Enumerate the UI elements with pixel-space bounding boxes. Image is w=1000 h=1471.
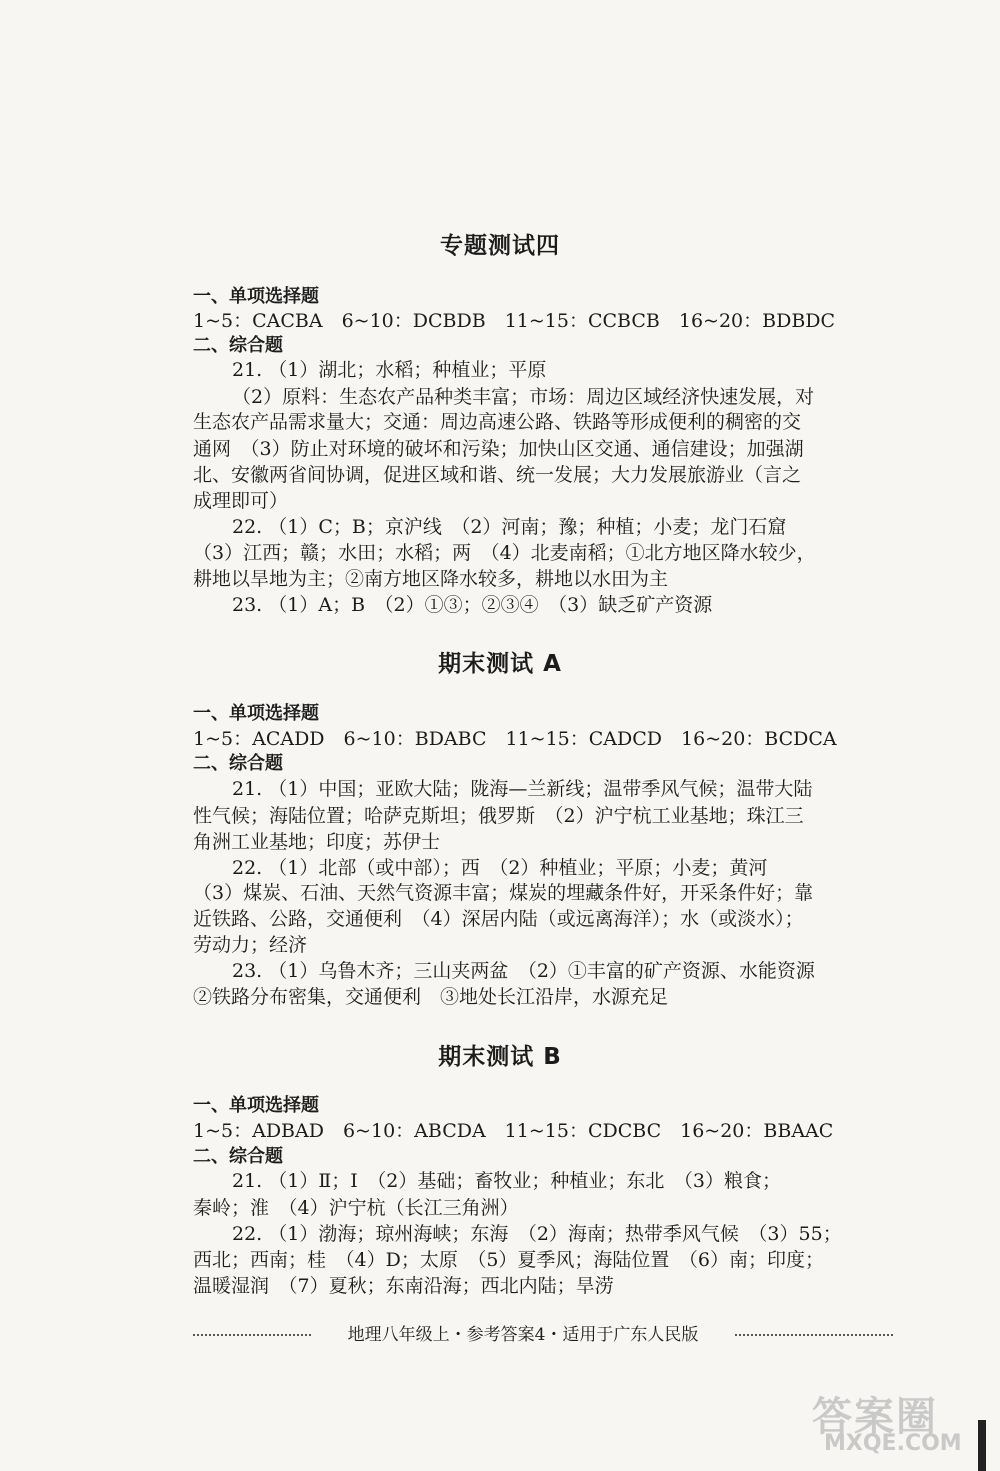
watermark-logo — [812, 1385, 992, 1465]
answer-line: 秦岭；淮 （4）沪宁杭（长江三角洲） — [193, 1197, 519, 1219]
answer-line: 角洲工业基地；印度；苏伊士 — [193, 831, 441, 853]
footer-rule-right — [735, 1334, 893, 1336]
answer-line: 23. （1）乌鲁木齐；三山夹两盆 （2）①丰富的矿产资源、水能资源 — [232, 960, 815, 982]
answer-line: 北、安徽两省间协调，促进区域和谐、统一发展；大力发展旅游业（言之 — [193, 464, 802, 486]
answer-line: 劳动力；经济 — [193, 934, 308, 956]
heading-comprehensive: 二、综合题 — [193, 753, 283, 774]
answer-line: 22. （1）渤海；琼州海峡；东海 （2）海南；热带季风气候 （3）55； — [232, 1223, 842, 1245]
heading-comprehensive: 二、综合题 — [193, 1146, 283, 1167]
footer-text: 地理八年级上・参考答案4・适用于广东人民版 — [347, 1325, 699, 1345]
choice-answers: 1~5：CACBA 6~10：DCBDB 11~15：CCBCB 16~20：BDBDC — [193, 310, 836, 332]
answer-line: 西北；西南；桂 （4）D；太原 （5）夏季风；海陆位置 （6）南；印度； — [193, 1249, 825, 1271]
watermark-url: MXQE.COM — [824, 1431, 962, 1456]
watermark-text: 答案圈 — [812, 1394, 938, 1440]
section-title-topic-test-4: 专题测试四 — [440, 233, 560, 259]
answer-line: ②铁路分布密集，交通便利 ③地处长江沿岸，水源充足 — [193, 986, 669, 1008]
answer-line: 21. （1）中国；亚欧大陆；陇海—兰新线；温带季风气候；温带大陆 — [232, 778, 813, 800]
section-title-final-test-b: 期末测试 B — [438, 1044, 562, 1070]
heading-comprehensive: 二、综合题 — [193, 335, 283, 356]
answer-line: 21. （1）湖北；水稻；种植业；平原 — [232, 359, 547, 381]
answer-line: 性气候；海陆位置；哈萨克斯坦；俄罗斯 （2）沪宁杭工业基地；珠江三 — [193, 805, 804, 827]
answer-line: 生态农产品需求量大；交通：周边高速公路、铁路等形成便利的稠密的交 — [193, 411, 802, 433]
page-edge-shadow — [978, 1420, 986, 1471]
answer-line: （2）原料：生态农产品种类丰富；市场：周边区域经济快速发展，对 — [232, 386, 815, 408]
page-footer — [193, 1321, 893, 1349]
answer-line: 23. （1）A；B （2）①③；②③④ （3）缺乏矿产资源 — [232, 594, 713, 616]
answer-line: 耕地以旱地为主；②南方地区降水较多，耕地以水田为主 — [193, 568, 669, 590]
answer-line: 温暖湿润 （7）夏秋；东南沿海；西北内陆；旱涝 — [193, 1275, 614, 1297]
answer-line: 成理即可） — [193, 490, 289, 512]
answer-line: 21. （1）Ⅱ；Ⅰ （2）基础；畜牧业；种植业；东北 （3）粮食； — [232, 1170, 781, 1192]
answer-line: （3）江西；赣；水田；水稻；两 （4）北麦南稻；①北方地区降水较少， — [193, 542, 816, 564]
heading-single-choice: 一、单项选择题 — [193, 1095, 319, 1116]
section-title-final-test-a: 期末测试 A — [438, 651, 562, 677]
heading-single-choice: 一、单项选择题 — [193, 286, 319, 307]
answer-line: 近铁路、公路，交通便利 （4）深居内陆（或远离海洋）；水（或淡水）； — [193, 908, 804, 930]
answer-line: 22. （1）北部（或中部）；西 （2）种植业；平原；小麦；黄河 — [232, 857, 768, 879]
choice-answers: 1~5：ACADD 6~10：BDABC 11~15：CADCD 16~20：BCDCA — [193, 728, 837, 750]
answer-line: （3）煤炭、石油、天然气资源丰富；煤炭的埋藏条件好，开采条件好；靠 — [193, 882, 814, 904]
answer-line: 通网 （3）防止对环境的破坏和污染；加快山区交通、通信建设；加强湖 — [193, 438, 804, 460]
footer-rule-left — [193, 1334, 311, 1336]
choice-answers: 1~5：ADBAD 6~10：ABCDA 11~15：CDCBC 16~20：BBAAC — [193, 1120, 834, 1142]
answer-line: 22. （1）C；B；京沪线 （2）河南；豫；种植；小麦；龙门石窟 — [232, 516, 787, 538]
heading-single-choice: 一、单项选择题 — [193, 703, 319, 724]
